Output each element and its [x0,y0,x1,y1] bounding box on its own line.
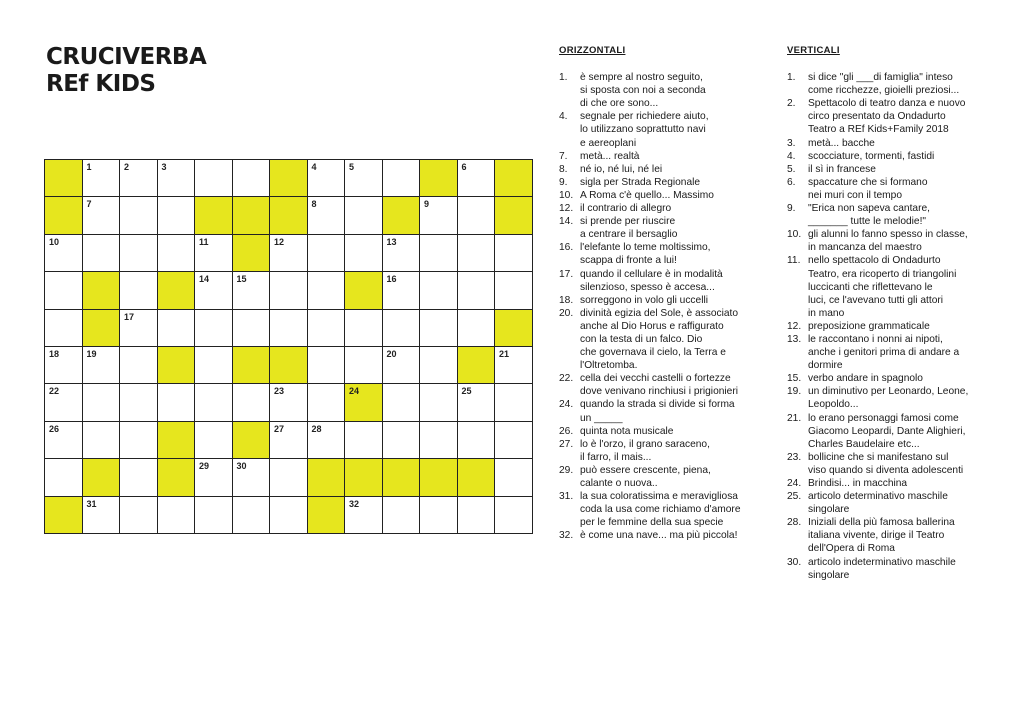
grid-cell[interactable] [458,160,496,197]
page-title [46,44,206,98]
grid-cell[interactable] [120,459,158,496]
down-clue [787,372,1017,385]
clue-number: 29. [559,464,574,476]
black-cell [308,459,346,496]
clue-text: Brindisi... in macchina [808,478,908,489]
grid-cell[interactable] [158,235,196,272]
grid-cell[interactable] [383,347,421,384]
grid-cell[interactable] [120,422,158,459]
clue-number: 18. [559,294,574,306]
grid-cell[interactable] [458,384,496,421]
black-cell [383,459,421,496]
black-cell [233,235,271,272]
clue-text: è sempre al nostro seguito, si sposta con noi a seconda di che ore sono... [580,72,706,110]
clue-text: lo è l'orzo, il grano saraceno, il farro, il mais... [580,438,710,463]
across-clue [559,202,799,215]
grid-cell[interactable] [120,347,158,384]
clue-number: 13. [787,333,802,345]
down-clue [787,228,1017,254]
clue-text: A Roma c'è quello... Massimo [580,189,714,201]
grid-cell[interactable] [345,497,383,534]
black-cell [158,422,196,459]
clue-number: 9. [559,176,568,188]
grid-cell[interactable] [458,310,496,347]
cell-number: 18 [49,348,60,359]
cell-number: 22 [49,386,60,397]
clue-text: il contrario di allegro [580,203,672,215]
across-clue [559,176,799,189]
black-cell [383,197,421,234]
black-cell [158,347,196,384]
grid-cell[interactable] [158,384,196,421]
clue-text: la sua coloratissima e meravigliosa coda la usa come richiamo d'amore per le femmine della sua specie [580,491,741,529]
grid-cell[interactable] [158,310,196,347]
clue-text: sigla per Strada Regionale [580,176,701,188]
grid-cell[interactable] [195,347,233,384]
clue-number: 12. [787,320,802,332]
grid-cell[interactable] [270,235,308,272]
clue-number: 4. [787,150,796,162]
grid-cell[interactable] [345,422,383,459]
grid-cell[interactable] [383,422,421,459]
black-cell [45,160,83,197]
clue-number: 22. [559,373,574,385]
grid-cell[interactable] [195,422,233,459]
grid-cell[interactable] [420,197,458,234]
grid-cell[interactable] [458,197,496,234]
down-clue [787,202,1017,228]
clue-number: 3. [787,137,796,149]
down-clue [787,163,1017,176]
grid-cell[interactable] [195,497,233,534]
title-line-1: CRUCIVERBA [46,44,207,70]
grid-cell[interactable] [383,384,421,421]
clue-number: 7. [559,150,568,162]
grid-cell[interactable] [233,310,271,347]
across-clues-section [559,44,799,542]
black-cell [233,197,271,234]
black-cell [83,459,121,496]
grid-cell[interactable] [495,422,533,459]
black-cell [458,347,496,384]
grid-cell[interactable] [458,235,496,272]
down-clue [787,516,1017,555]
grid-cell[interactable] [458,497,496,534]
title-line-2: REf KIDS [46,71,156,97]
grid-cell[interactable] [345,310,383,347]
grid-cell[interactable] [495,235,533,272]
black-cell [495,310,533,347]
clue-number: 2. [787,98,796,110]
clue-number: 12. [559,203,574,215]
grid-cell[interactable] [120,235,158,272]
cell-number: 5 [349,162,355,172]
black-cell [158,272,196,309]
down-clue [787,451,1017,477]
black-cell [83,272,121,309]
grid-cell[interactable] [383,235,421,272]
clue-number: 23. [787,451,802,463]
grid-cell[interactable] [45,272,83,309]
grid-cell[interactable] [83,347,121,384]
across-clue [559,490,799,529]
clue-number: 11. [787,255,801,267]
across-clue [559,307,799,372]
grid-cell[interactable] [120,197,158,234]
down-clue [787,333,1017,372]
across-clue [559,215,799,241]
clue-text: lo erano personaggi famosi come Giacomo Leopardi, Dante Alighieri, Charles Baudelaire etc... [808,412,966,450]
grid-cell[interactable] [420,497,458,534]
clue-text: metà... realtà [580,150,640,162]
grid-cell[interactable] [495,272,533,309]
grid-cell[interactable] [45,459,83,496]
grid-cell[interactable] [233,459,271,496]
across-clue [559,163,799,176]
grid-cell[interactable] [308,197,346,234]
clue-text: articolo determinativo maschile singolare [808,491,948,516]
clue-text: è come una nave... ma più piccola! [580,530,738,542]
clue-text: cella dei vecchi castelli o fortezze dove venivano rinchiusi i prigionieri [580,373,738,398]
grid-cell[interactable] [158,497,196,534]
black-cell [83,310,121,347]
grid-cell[interactable] [345,235,383,272]
grid-cell[interactable] [45,235,83,272]
cell-number: 15 [236,274,247,285]
clue-number: 25. [787,491,802,503]
grid-cell[interactable] [308,235,346,272]
down-clue [787,412,1017,451]
grid-cell[interactable] [233,272,271,309]
black-cell [270,160,308,197]
grid-cell[interactable] [270,272,308,309]
clue-text: né io, né lui, né lei [580,163,663,175]
grid-cell[interactable] [458,422,496,459]
grid-cell[interactable] [308,310,346,347]
grid-cell[interactable] [458,272,496,309]
grid-cell[interactable] [120,272,158,309]
grid-cell[interactable] [233,497,271,534]
grid-cell[interactable] [195,384,233,421]
cell-number: 4 [311,162,317,172]
grid-cell[interactable] [195,272,233,309]
grid-cell[interactable] [195,235,233,272]
black-cell [270,197,308,234]
cell-number: 1 [86,162,92,172]
grid-cell[interactable] [83,422,121,459]
black-cell [270,347,308,384]
clue-text: "Erica non sapeva cantare, _______ tutte le melodie!" [808,203,930,228]
black-cell [345,384,383,421]
across-clue-list [559,71,799,542]
down-clue [787,137,1017,150]
clue-text: sorreggono in volo gli uccelli [580,294,708,306]
down-clue-list [787,71,1017,582]
across-clue [559,294,799,307]
cell-number: 2 [124,162,130,172]
grid-cell[interactable] [345,197,383,234]
clue-text: verbo andare in spagnolo [808,373,923,385]
across-clue [559,398,799,424]
cell-number: 3 [161,162,167,172]
clue-text: le raccontano i nonni ai nipoti, anche i genitori prima di andare a dormire [808,333,960,372]
clue-text: segnale per richiedere aiuto, lo utilizzano soprattutto navi e aereoplani [580,111,709,149]
cell-number: 26 [49,423,60,434]
black-cell [308,497,346,534]
grid-cell[interactable] [120,384,158,421]
black-cell [345,459,383,496]
grid-cell[interactable] [420,384,458,421]
grid-cell[interactable] [195,459,233,496]
clue-text: può essere crescente, piena, calante o nuova.. [580,464,711,489]
cell-number: 14 [199,274,210,285]
down-clue [787,254,1017,319]
down-clue [787,490,1017,516]
cell-number: 6 [461,162,467,172]
grid-cell[interactable] [308,347,346,384]
grid-cell[interactable] [270,422,308,459]
cell-number: 23 [274,386,285,397]
clue-text: l'elefante lo teme moltissimo, scappa di fronte a lui! [580,242,711,267]
down-clue [787,385,1017,411]
clue-number: 15. [787,373,802,385]
clue-text: il sì in francese [808,163,876,175]
clue-text: preposizione grammaticale [808,320,930,332]
clue-number: 24. [787,478,802,489]
black-cell [420,160,458,197]
grid-cell[interactable] [383,310,421,347]
clue-text: metà... bacche [808,137,875,149]
grid-cell[interactable] [233,160,271,197]
across-clue [559,425,799,438]
clue-number: 20. [559,307,574,319]
grid-cell[interactable] [308,422,346,459]
cell-number: 27 [274,423,285,434]
clue-text: Iniziali della più famosa ballerina italiana vivente, dirige il Teatro dell'Opera di Roma [808,517,955,555]
grid-cell[interactable] [420,347,458,384]
grid-cell[interactable] [383,272,421,309]
down-clue [787,97,1017,136]
grid-cell[interactable] [83,197,121,234]
cell-number: 24 [349,386,360,397]
across-clue [559,110,799,149]
clue-number: 28. [787,517,802,529]
grid-cell[interactable] [45,422,83,459]
clue-number: 26. [559,425,574,437]
grid-cell[interactable] [270,497,308,534]
grid-cell[interactable] [120,497,158,534]
clue-text: bollicine che si manifestano sul viso quando si diventa adolescenti [808,451,964,476]
clue-number: 9. [787,203,796,215]
clue-number: 14. [559,216,574,228]
clue-number: 27. [559,438,574,450]
clue-text: quando il cellulare è in modalità silenzioso, spesso è accesa... [580,268,723,293]
across-clue [559,268,799,294]
grid-cell[interactable] [158,160,196,197]
cell-number: 30 [236,461,247,472]
cell-number: 7 [86,199,92,210]
across-clue [559,150,799,163]
down-clue [787,150,1017,163]
clue-text: divinità egizia del Sole, è associato anche al Dio Horus e raffigurato con la testa di un falco. Dio che governava il cielo, la Terra e l'Oltretomba. [580,307,739,372]
clue-text: si prende per riuscire a centrare il bersaglio [580,216,678,241]
black-cell [233,422,271,459]
clue-text: gli alunni lo fanno spesso in classe, in mancanza del maestro [808,229,968,254]
across-clue [559,438,799,464]
clue-text: nello spettacolo di Ondadurto Teatro, era ricoperto di triangolini luccicanti che riflettevano le luci, ce l'avevano tutti gli attori in mano [808,255,957,319]
black-cell [458,459,496,496]
grid-cell[interactable] [195,160,233,197]
grid-cell[interactable] [45,310,83,347]
grid-cell[interactable] [383,160,421,197]
across-clue [559,189,799,202]
black-cell [158,459,196,496]
grid-cell[interactable] [420,235,458,272]
clue-number: 24. [559,399,574,411]
cell-number: 13 [386,236,397,247]
down-clue [787,556,1017,582]
clue-text: spaccature che si formano nei muri con il tempo [808,176,928,201]
clue-number: 8. [559,163,568,175]
clue-text: quinta nota musicale [580,425,674,437]
grid-cell[interactable] [45,347,83,384]
down-clues-section [787,44,1017,582]
cell-number: 10 [49,236,60,247]
clue-number: 16. [559,242,574,254]
grid-cell[interactable] [233,384,271,421]
cell-number: 19 [86,348,97,359]
cell-number: 28 [311,423,322,434]
grid-cell[interactable] [495,347,533,384]
clue-number: 32. [559,530,574,542]
cell-number: 25 [461,386,472,397]
clue-number: 10. [559,189,574,201]
clue-number: 31. [559,491,574,503]
grid-cell[interactable] [270,459,308,496]
cell-number: 31 [86,498,97,509]
black-cell [195,197,233,234]
clue-number: 17. [559,268,574,280]
grid-cell[interactable] [270,384,308,421]
cell-number: 12 [274,236,285,247]
crossword-grid [44,159,533,534]
clue-text: un diminutivo per Leonardo, Leone, Leopoldo... [808,386,969,411]
down-clue [787,320,1017,333]
across-clue [559,464,799,490]
across-heading: ORIZZONTALI [559,45,626,56]
grid-cell[interactable] [195,310,233,347]
down-clue [787,176,1017,202]
down-clue [787,71,1017,97]
black-cell [495,197,533,234]
cell-number: 29 [199,461,210,472]
grid-cell[interactable] [308,384,346,421]
clue-number: 21. [787,412,802,424]
clue-number: 10. [787,229,802,241]
grid-cell[interactable] [83,235,121,272]
black-cell [45,197,83,234]
grid-cell[interactable] [345,160,383,197]
clue-number: 30. [787,556,802,568]
down-clue [787,477,1017,490]
cell-number: 32 [349,498,360,509]
cell-number: 17 [124,311,135,322]
clue-number: 1. [559,72,568,84]
black-cell [495,160,533,197]
grid-cell[interactable] [83,384,121,421]
grid-cell[interactable] [495,497,533,534]
clue-text: Spettacolo di teatro danza e nuovo circo presentato da Ondadurto Teatro a REf Kids+Family 2018 [808,98,966,136]
grid-cell[interactable] [83,160,121,197]
clue-number: 5. [787,163,796,175]
cell-number: 20 [386,348,397,359]
black-cell [345,272,383,309]
clue-number: 1. [787,72,796,84]
cell-number: 11 [199,236,209,247]
grid-cell[interactable] [45,384,83,421]
across-clue [559,241,799,267]
grid-cell[interactable] [83,497,121,534]
grid-cell[interactable] [420,272,458,309]
clue-number: 6. [787,176,796,188]
grid-cell[interactable] [495,384,533,421]
grid-cell[interactable] [308,160,346,197]
grid-cell[interactable] [270,310,308,347]
across-clue [559,71,799,110]
black-cell [420,459,458,496]
clue-number: 4. [559,111,568,123]
grid-cell[interactable] [120,310,158,347]
clue-text: quando la strada si divide si forma un _____ [580,399,735,424]
cell-number: 16 [386,274,397,285]
grid-cell[interactable] [420,422,458,459]
black-cell [45,497,83,534]
grid-cell[interactable] [383,497,421,534]
cell-number: 8 [311,199,317,210]
grid-cell[interactable] [158,197,196,234]
grid-cell[interactable] [345,347,383,384]
clue-number: 19. [787,386,802,398]
clue-text: scocciature, tormenti, fastidi [808,150,935,162]
across-clue [559,529,799,542]
black-cell [233,347,271,384]
clue-text: si dice "gli ___di famiglia" inteso come ricchezze, gioielli preziosi... [808,72,960,97]
grid-cell[interactable] [120,160,158,197]
down-heading: VERTICALI [787,45,840,56]
clue-text: articolo indeterminativo maschile singolare [808,556,956,581]
cell-number: 9 [424,199,430,210]
across-clue [559,372,799,398]
grid-cell[interactable] [420,310,458,347]
cell-number: 21 [499,348,510,359]
grid-cell[interactable] [308,272,346,309]
grid-cell[interactable] [495,459,533,496]
